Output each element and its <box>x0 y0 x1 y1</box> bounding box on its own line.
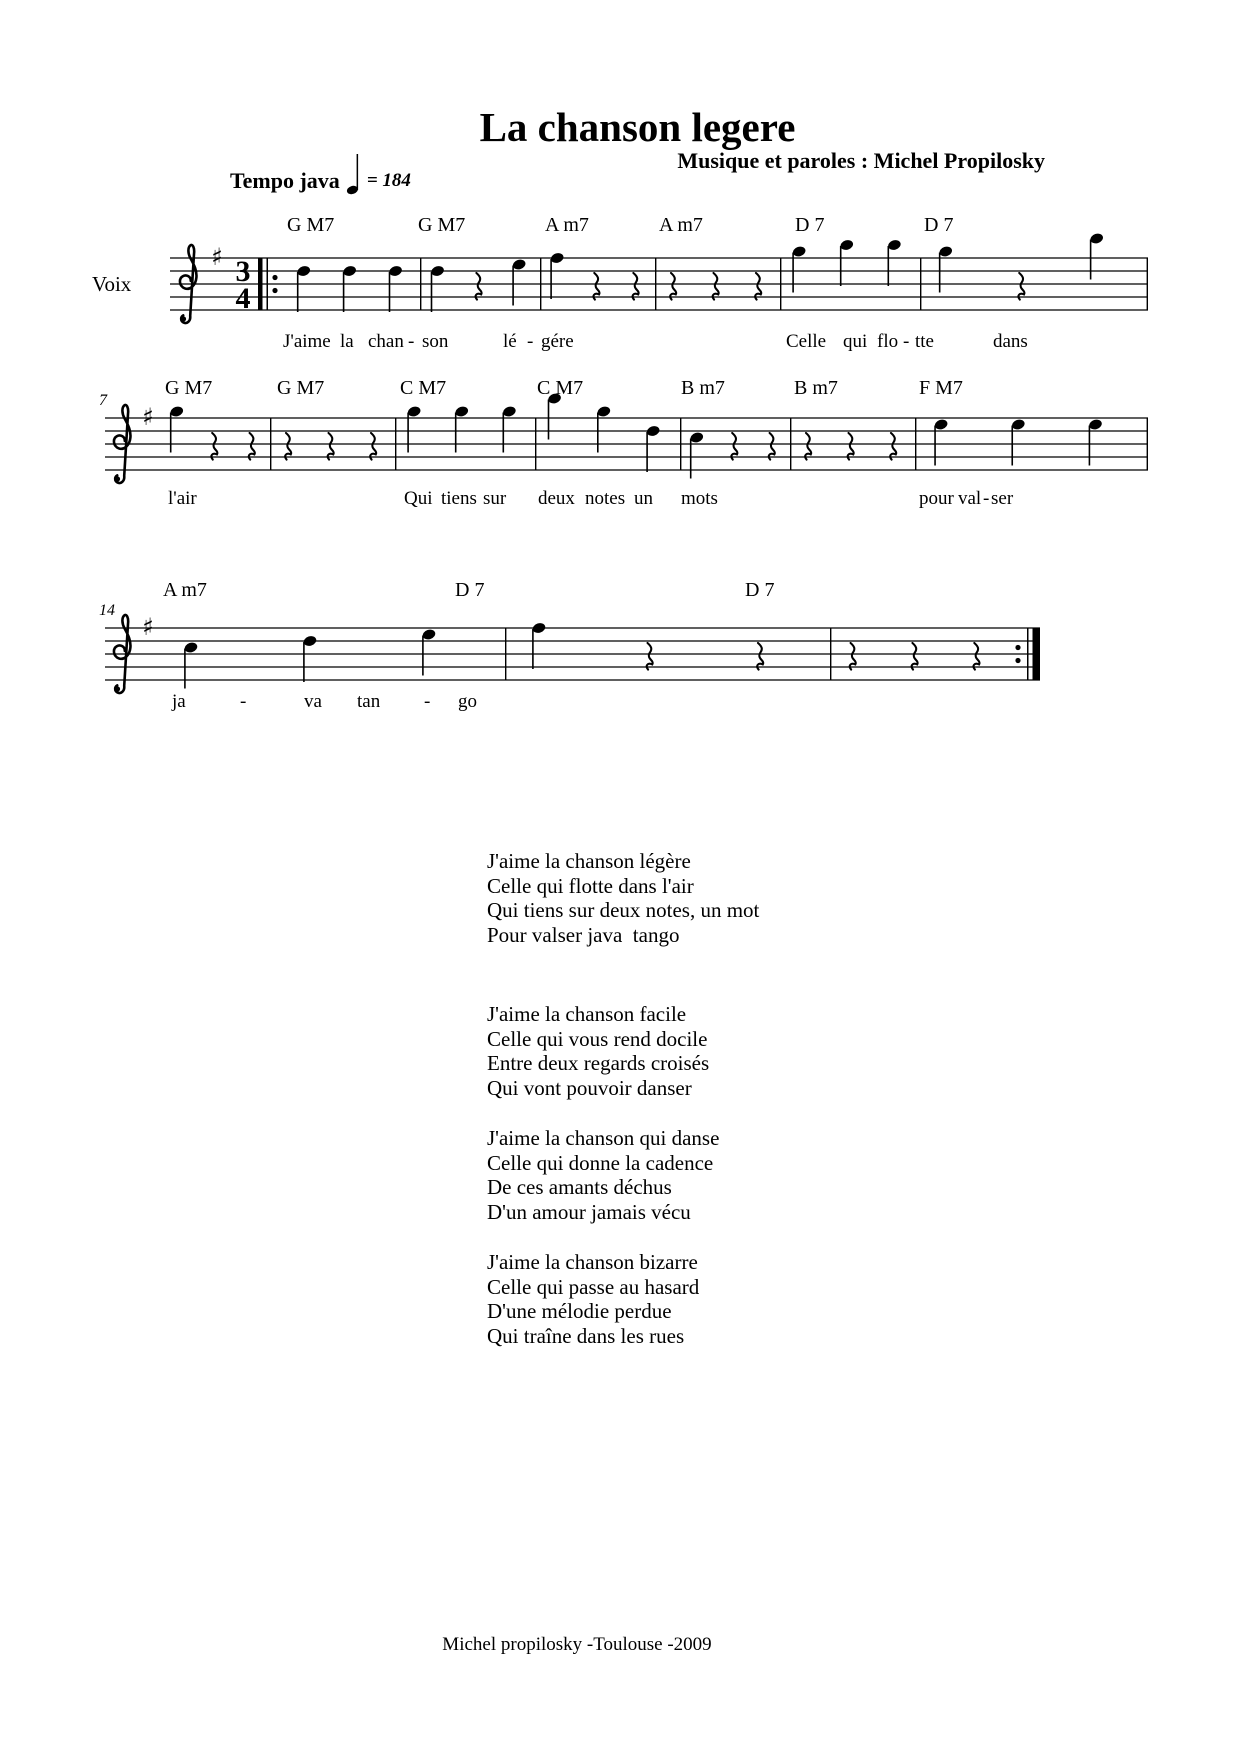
verse-line: D'une mélodie perdue <box>487 1299 672 1323</box>
quarter-rest <box>328 433 334 460</box>
note-stem <box>690 439 692 479</box>
quarter-rest <box>594 273 600 300</box>
note-stem <box>389 272 391 312</box>
note-stem <box>888 246 890 286</box>
chord-label: C M7 <box>537 377 584 399</box>
verse-line: J'aime la chanson facile <box>487 1002 687 1026</box>
verse-stanza <box>487 1002 709 1100</box>
quarter-rest <box>757 643 763 670</box>
verse-line: Celle qui donne la cadence <box>487 1150 714 1175</box>
clef-dot <box>181 316 186 321</box>
barline <box>270 418 271 470</box>
lyric-syllable: deux <box>538 488 575 509</box>
lyric-syllable: gére <box>541 331 574 352</box>
footer-credit: Michel propilosky -Toulouse -2009 <box>442 1634 712 1655</box>
note-head <box>938 245 953 258</box>
note-head <box>550 252 565 265</box>
lyric-syllable: tte <box>915 331 934 352</box>
note-head <box>302 635 317 648</box>
quarter-rest <box>755 273 761 300</box>
note-stem <box>840 246 842 286</box>
note-stem <box>1090 240 1092 280</box>
note-head <box>646 425 661 438</box>
tempo-label: Tempo java <box>230 168 340 193</box>
note-head <box>887 239 902 252</box>
note-stem <box>597 413 599 453</box>
chord-label: G M7 <box>165 377 213 399</box>
final-barline <box>1147 258 1148 310</box>
lyric-syllable: la <box>340 331 354 352</box>
lyric-syllable: ja <box>172 691 186 712</box>
measure-number: 14 <box>99 602 115 619</box>
note-stem <box>184 649 186 689</box>
note-head <box>1089 232 1104 245</box>
chord-label: D 7 <box>795 214 825 236</box>
chord-label: D 7 <box>924 214 954 236</box>
quarter-rest <box>211 433 217 460</box>
note-head <box>596 405 611 418</box>
barline <box>680 418 681 470</box>
note-head <box>1011 418 1026 431</box>
barline <box>420 258 421 310</box>
note-stem <box>407 413 409 453</box>
chord-label: G M7 <box>287 214 335 236</box>
verse-line: Qui vont pouvoir danser <box>487 1075 692 1100</box>
repeat-dot <box>272 288 277 293</box>
verse-line: De ces amants déchus <box>487 1175 672 1199</box>
verse-line: J'aime la chanson bizarre <box>487 1250 698 1274</box>
barline <box>505 628 506 680</box>
repeat-end-thick-bar <box>1033 628 1041 680</box>
key-signature-sharp-icon: ♯ <box>211 243 223 271</box>
barline <box>395 418 396 470</box>
lyric-syllable: - <box>983 488 990 509</box>
quarter-rest <box>912 643 918 670</box>
note-stem <box>303 642 305 682</box>
note-head <box>454 405 469 418</box>
quarter-rest <box>476 273 482 300</box>
verse-line: J'aime la chanson qui danse <box>487 1126 720 1150</box>
note-stem <box>455 413 457 453</box>
lyric-syllable: notes <box>585 488 626 509</box>
chord-label: G M7 <box>277 377 325 399</box>
chord-label: B m7 <box>794 377 838 399</box>
lyric-syllable: chan <box>368 331 404 352</box>
note-head <box>1088 418 1103 431</box>
verse-line: Entre deux regards croisés <box>487 1051 710 1075</box>
composer-credit: Musique et paroles : Michel Propilosky <box>677 148 1045 173</box>
note-stem <box>503 413 505 453</box>
clef-dot <box>115 476 120 481</box>
barline <box>790 418 791 470</box>
lyric-syllable: - <box>527 331 534 352</box>
lyric-syllable: sur <box>483 488 507 509</box>
quarter-rest <box>850 643 856 670</box>
lyric-syllable: Qui <box>404 488 433 509</box>
verse-stanza <box>487 1250 699 1348</box>
barline <box>920 258 921 310</box>
lyric-syllable: - <box>408 331 415 352</box>
verse-line: Celle qui passe au hasard <box>487 1274 700 1299</box>
note-stem <box>532 629 534 669</box>
quarter-rest <box>731 433 737 460</box>
time-signature-denominator: 4 <box>235 282 251 315</box>
tempo-value: = 184 <box>366 170 411 191</box>
key-signature-sharp-icon: ♯ <box>142 403 154 431</box>
repeat-dot <box>1015 658 1020 663</box>
verse-line: Qui traîne dans les rues <box>487 1323 685 1348</box>
quarter-rest <box>848 433 854 460</box>
verse-line: Pour valser java tango <box>487 922 680 947</box>
note-head <box>421 628 436 641</box>
quarter-rest <box>370 433 376 460</box>
time-signature-numerator: 3 <box>235 255 251 288</box>
repeat-start-thin-bar <box>267 258 269 310</box>
final-barline <box>1147 418 1148 470</box>
verse-stanza <box>487 1126 719 1224</box>
note-head <box>689 431 704 444</box>
chord-label: B m7 <box>681 377 725 399</box>
note-stem <box>170 413 172 453</box>
clef-dot <box>115 686 120 691</box>
note-head <box>502 405 517 418</box>
repeat-dot <box>272 275 277 280</box>
note-stem <box>550 259 552 299</box>
lyric-syllable: val <box>958 488 982 509</box>
verse-line: D'un amour jamais vécu <box>487 1199 691 1224</box>
note-head <box>183 641 198 654</box>
lyric-syllable: tiens <box>441 488 477 509</box>
verse-line: Celle qui vous rend docile <box>487 1026 708 1051</box>
lyric-syllable: dans <box>993 331 1028 352</box>
verse-line: Celle qui flotte dans l'air <box>487 873 694 898</box>
note-stem <box>548 400 550 440</box>
lyric-syllable: go <box>458 691 477 712</box>
quarter-rest <box>1018 273 1024 300</box>
lyric-syllable: - <box>240 691 247 712</box>
verse-stanza <box>487 849 759 947</box>
barline <box>830 628 831 680</box>
quarter-rest <box>633 273 639 300</box>
note-head <box>430 265 445 278</box>
page-title: La chanson legere <box>479 104 796 151</box>
note-stem <box>934 426 936 466</box>
lyric-syllable: lé <box>503 331 517 352</box>
quarter-rest <box>670 273 676 300</box>
quarter-rest <box>249 433 255 460</box>
note-stem <box>343 272 345 312</box>
repeat-dot <box>1015 645 1020 650</box>
lyric-syllable: flo <box>877 331 899 352</box>
note-stem <box>422 636 424 676</box>
chord-label: G M7 <box>418 214 466 236</box>
chord-label: A m7 <box>163 579 207 601</box>
quarter-rest <box>974 643 980 670</box>
barline <box>655 258 656 310</box>
lyric-syllable: ser <box>991 488 1014 509</box>
lyric-syllable: pour <box>919 488 954 509</box>
lyric-syllable: un <box>634 488 653 509</box>
measure-number: 7 <box>99 392 107 409</box>
quarter-rest <box>769 433 775 460</box>
repeat-start-thick-bar <box>258 258 263 310</box>
barline <box>540 258 541 310</box>
barline <box>915 418 916 470</box>
note-head <box>792 245 807 258</box>
lyric-syllable: mots <box>681 488 718 509</box>
note-head <box>512 258 527 271</box>
note-stem <box>1011 426 1013 466</box>
barline <box>535 418 536 470</box>
chord-label: D 7 <box>455 579 485 601</box>
lyric-syllable: J'aime <box>283 331 331 352</box>
lyric-syllable: va <box>304 691 322 712</box>
quarter-rest <box>890 433 896 460</box>
lyric-syllable: l'air <box>168 488 197 509</box>
note-head <box>169 405 184 418</box>
note-stem <box>646 432 648 472</box>
lyric-syllable: - <box>424 691 431 712</box>
repeat-end-thin-bar <box>1027 628 1029 680</box>
quarter-rest <box>805 433 811 460</box>
lyric-syllable: son <box>422 331 449 352</box>
note-head <box>839 239 854 252</box>
note-stem <box>939 253 941 293</box>
quarter-rest <box>713 273 719 300</box>
note-stem <box>792 253 794 293</box>
note-stem <box>297 272 299 312</box>
chord-label: A m7 <box>659 214 703 236</box>
key-signature-sharp-icon: ♯ <box>142 613 154 641</box>
note-stem <box>512 266 514 306</box>
note-stem <box>431 272 433 312</box>
lyric-syllable: tan <box>357 691 381 712</box>
verse-line: Qui tiens sur deux notes, un mot <box>487 898 760 922</box>
note-head <box>342 265 357 278</box>
note-head <box>934 418 949 431</box>
verse-line: J'aime la chanson légère <box>487 849 691 873</box>
lyric-syllable: Celle <box>786 331 827 352</box>
note-head <box>531 622 546 635</box>
note-head <box>388 265 403 278</box>
chord-label: A m7 <box>545 214 589 236</box>
chord-label: D 7 <box>745 579 775 601</box>
note-head <box>407 405 422 418</box>
quarter-rest <box>647 643 653 670</box>
chord-label: C M7 <box>400 377 447 399</box>
note-stem <box>1089 426 1091 466</box>
lyric-syllable: qui <box>843 331 868 352</box>
quarter-rest <box>285 433 291 460</box>
barline <box>780 258 781 310</box>
lyric-syllable: - <box>903 331 910 352</box>
note-head <box>296 265 311 278</box>
chord-label: F M7 <box>919 377 963 399</box>
instrument-label: Voix <box>92 272 132 296</box>
